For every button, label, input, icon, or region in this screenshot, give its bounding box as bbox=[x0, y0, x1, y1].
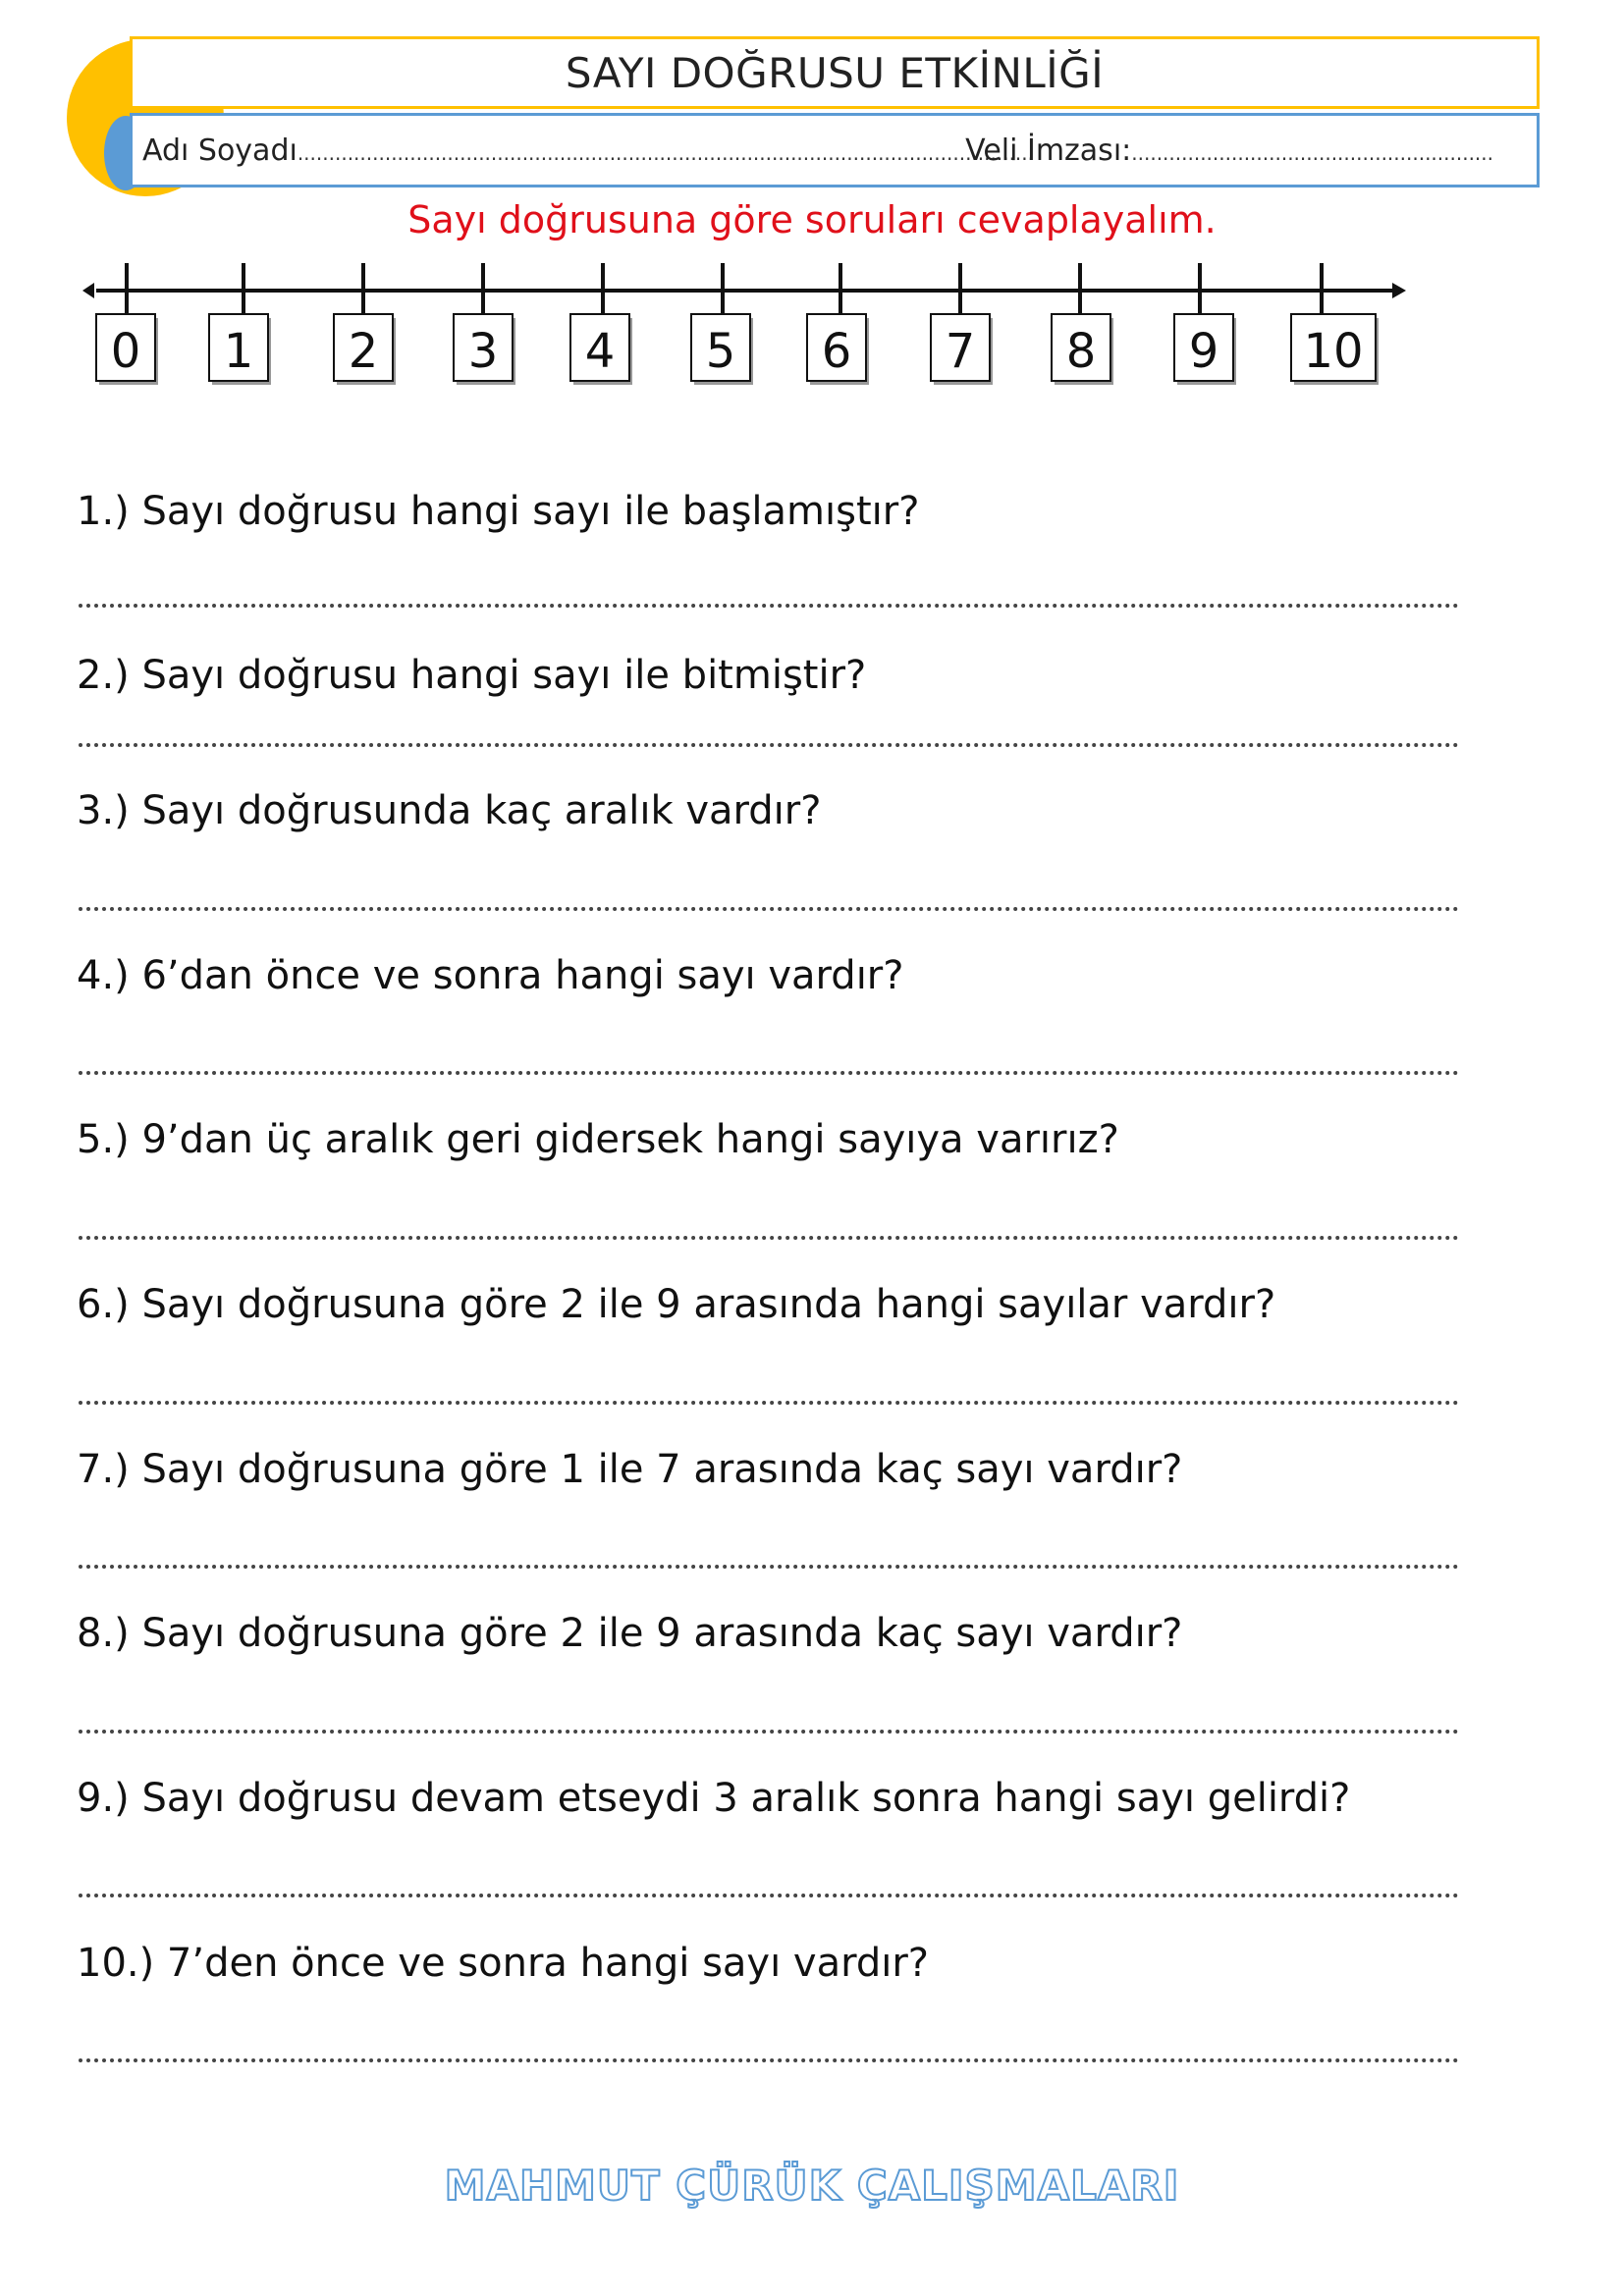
answer-line-9[interactable] bbox=[79, 1894, 1459, 1897]
answer-line-1[interactable] bbox=[79, 604, 1459, 608]
number-line bbox=[0, 245, 1624, 402]
name-label: Adı Soyadı bbox=[142, 133, 298, 168]
number-label: 5 bbox=[705, 324, 736, 379]
answer-line-2[interactable] bbox=[79, 743, 1459, 747]
student-info-box bbox=[130, 113, 1540, 187]
answer-line-7[interactable] bbox=[79, 1565, 1459, 1569]
answer-line-8[interactable] bbox=[79, 1730, 1459, 1734]
question-3: 3.) Sayı doğrusunda kaç aralık vardır? bbox=[77, 788, 822, 833]
number-label: 8 bbox=[1065, 324, 1097, 379]
number-label: 4 bbox=[584, 324, 616, 379]
question-10: 10.) 7’den önce ve sonra hangi sayı vardır? bbox=[77, 1941, 930, 1986]
answer-line-3[interactable] bbox=[79, 907, 1459, 911]
number-label: 0 bbox=[110, 324, 141, 379]
question-2: 2.) Sayı doğrusu hangi sayı ile bitmiştir? bbox=[77, 653, 867, 698]
answer-line-4[interactable] bbox=[79, 1071, 1459, 1075]
name-field[interactable] bbox=[142, 133, 1034, 168]
instruction-text: Sayı doğrusuna göre soruları cevaplayalım. bbox=[407, 198, 1217, 241]
answer-line-6[interactable] bbox=[79, 1401, 1459, 1405]
number-label: 6 bbox=[821, 324, 852, 379]
title-box bbox=[130, 36, 1540, 109]
name-line: ...................................................................................................................... bbox=[297, 141, 1035, 165]
question-6: 6.) Sayı doğrusuna göre 2 ile 9 arasında hangi sayılar vardır? bbox=[77, 1282, 1276, 1327]
number-label: 10 bbox=[1303, 324, 1364, 379]
question-8: 8.) Sayı doğrusuna göre 2 ile 9 arasında kaç sayı vardır? bbox=[77, 1611, 1183, 1656]
number-label: 2 bbox=[348, 324, 379, 379]
number-label: 7 bbox=[945, 324, 976, 379]
question-7: 7.) Sayı doğrusuna göre 1 ile 7 arasında kaç sayı vardır? bbox=[77, 1447, 1183, 1492]
answer-line-5[interactable] bbox=[79, 1236, 1459, 1240]
number-label: 9 bbox=[1188, 324, 1219, 379]
page-title: SAYI DOĞRUSU ETKİNLİĞİ bbox=[565, 48, 1105, 97]
number-label: 1 bbox=[223, 324, 254, 379]
arrow-right-icon bbox=[1392, 283, 1406, 298]
signature-field[interactable] bbox=[965, 133, 1493, 168]
question-4: 4.) 6’dan önce ve sonra hangi sayı vardır? bbox=[77, 953, 904, 998]
answer-line-10[interactable] bbox=[79, 2058, 1459, 2062]
signature-label: Veli İmzası: bbox=[965, 133, 1132, 168]
number-label: 3 bbox=[467, 324, 499, 379]
question-5: 5.) 9’dan üç aralık geri gidersek hangi sayıya varırız? bbox=[77, 1117, 1119, 1162]
question-1: 1.) Sayı doğrusu hangi sayı ile başlamıştır? bbox=[77, 489, 920, 534]
arrow-left-icon bbox=[82, 283, 94, 298]
question-9: 9.) Sayı doğrusu devam etseydi 3 aralık sonra hangi sayı gelirdi? bbox=[77, 1776, 1351, 1821]
signature-line: .......................................................... bbox=[1131, 141, 1493, 165]
footer-watermark: MAHMUT ÇÜRÜK ÇALIŞMALARI bbox=[444, 2162, 1180, 2210]
